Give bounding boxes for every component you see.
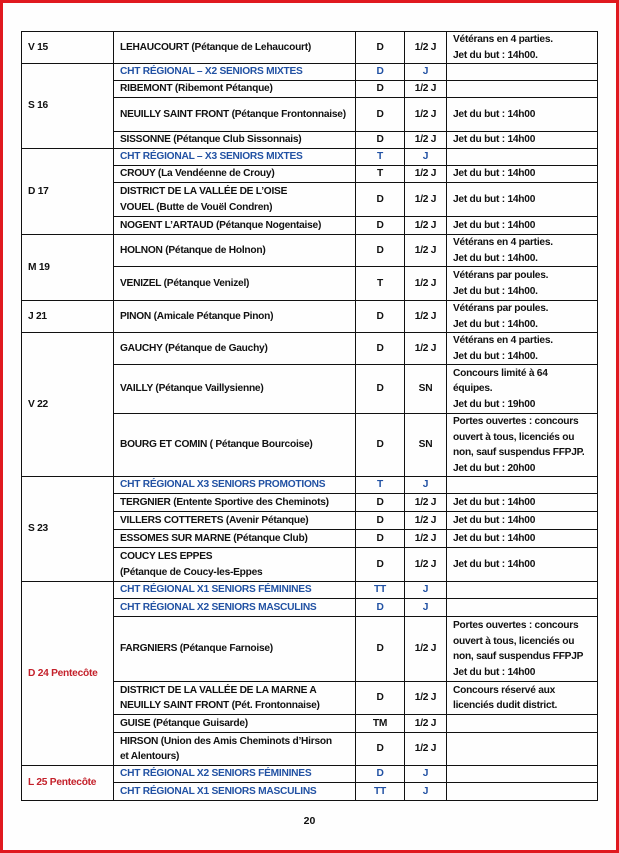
duration-cell: SN [405, 414, 447, 477]
duration-cell: 1/2 J [405, 166, 447, 183]
note-line: équipes. [453, 383, 493, 395]
notes-cell [447, 477, 598, 494]
duration-cell: 1/2 J [405, 617, 447, 682]
notes-cell [447, 512, 598, 530]
category-cell: D [356, 183, 405, 217]
note-line: licenciés dudit district. [453, 700, 558, 711]
date-cell: L 25 Pentecôte [22, 766, 114, 801]
event-cell: LEHAUCOURT (Pétanque de Lehaucourt) [114, 32, 356, 64]
page-number: 20 [303, 815, 316, 827]
category-cell: D [356, 494, 405, 512]
duration-cell: 1/2 J [405, 715, 447, 733]
category-cell: D [356, 512, 405, 530]
event-cell: FARGNIERS (Pétanque Farnoise) [114, 617, 356, 682]
duration-cell: J [405, 599, 447, 617]
duration-cell: 1/2 J [405, 682, 447, 715]
duration-cell: J [405, 149, 447, 166]
category-cell: T [356, 149, 405, 166]
event-cell: BOURG ET COMIN ( Pétanque Bourcoise) [114, 414, 356, 477]
notes-cell [447, 715, 598, 733]
event-cell: ESSOMES SUR MARNE (Pétanque Club) [114, 530, 356, 548]
notes-cell [447, 599, 598, 617]
duration-cell: 1/2 J [405, 235, 447, 267]
notes-cell [447, 81, 598, 98]
duration-cell: J [405, 477, 447, 494]
event-line: et Alentours) [120, 751, 180, 762]
event-cell: VENIZEL (Pétanque Venizel) [114, 267, 356, 301]
note-line: Jet du but : 19h00 [453, 398, 536, 410]
event-cell: VAILLY (Pétanque Vaillysienne) [114, 365, 356, 414]
schedule-table [21, 31, 598, 801]
event-cell: CHT RÉGIONAL X2 SENIORS MASCULINS [114, 599, 356, 617]
duration-cell: 1/2 J [405, 301, 447, 333]
table-row [22, 333, 598, 365]
notes-cell [447, 530, 598, 548]
notes-cell [447, 617, 598, 682]
notes-cell [447, 365, 598, 414]
note-line: Jet du but : 14h00 [453, 193, 536, 205]
event-line: (Pétanque de Coucy-les-Eppes [120, 566, 263, 578]
notes-cell [447, 414, 598, 477]
notes-cell [447, 149, 598, 166]
category-cell: TT [356, 582, 405, 599]
date-cell: V 15 [22, 32, 114, 64]
event-cell: CHT RÉGIONAL X2 SENIORS FÉMININES [114, 766, 356, 783]
date-cell: S 23 [22, 477, 114, 582]
event-line: COUCY LES EPPES [120, 551, 213, 562]
note-line: ouvert à tous, licenciés ou [453, 431, 575, 443]
event-cell: NOGENT L’ARTAUD (Pétanque Nogentaise) [114, 217, 356, 235]
category-cell: D [356, 682, 405, 715]
note-line: Jet du but : 14h00 [453, 558, 536, 570]
note-line: Jet du but : 14h00 [453, 666, 536, 678]
category-cell: D [356, 132, 405, 149]
date-cell: D 24 Pentecôte [22, 582, 114, 766]
table-row [22, 582, 598, 599]
event-cell: PINON (Amicale Pétanque Pinon) [114, 301, 356, 333]
notes-cell [447, 183, 598, 217]
event-line: HIRSON (Union des Amis Cheminots d’Hirson [120, 735, 332, 747]
category-cell: D [356, 617, 405, 682]
event-cell: CHT RÉGIONAL X1 SENIORS FÉMININES [114, 582, 356, 599]
note-line: Portes ouvertes : concours [453, 620, 579, 631]
duration-cell: 1/2 J [405, 98, 447, 132]
category-cell: D [356, 217, 405, 235]
category-cell: TM [356, 715, 405, 733]
event-cell: CROUY (La Vendéenne de Crouy) [114, 166, 356, 183]
note-line: Jet du but : 14h00. [453, 252, 538, 264]
duration-cell: 1/2 J [405, 512, 447, 530]
event-cell: CHT RÉGIONAL X1 SENIORS MASCULINS [114, 783, 356, 801]
table-row [22, 32, 598, 64]
date-cell: V 22 [22, 333, 114, 477]
duration-cell: 1/2 J [405, 530, 447, 548]
category-cell: D [356, 414, 405, 477]
duration-cell: 1/2 J [405, 217, 447, 235]
category-cell: D [356, 98, 405, 132]
event-cell: RIBEMONT (Ribemont Pétanque) [114, 81, 356, 98]
category-cell: T [356, 267, 405, 301]
category-cell: D [356, 333, 405, 365]
event-cell: CHT RÉGIONAL – X3 SENIORS MIXTES [114, 149, 356, 166]
event-cell: CHT RÉGIONAL – X2 SENIORS MIXTES [114, 64, 356, 81]
note-line: Jet du but : 14h00. [453, 285, 538, 297]
notes-cell [447, 494, 598, 512]
note-line: Concours réservé aux [453, 684, 556, 696]
category-cell: D [356, 530, 405, 548]
event-line: NEUILLY SAINT FRONT (Pét. Frontonnaise) [120, 700, 320, 711]
table-row [22, 149, 598, 166]
notes-cell [447, 301, 598, 333]
note-line: Concours limité à 64 [453, 367, 548, 379]
notes-cell [447, 64, 598, 81]
duration-cell: 1/2 J [405, 81, 447, 98]
notes-cell [447, 733, 598, 766]
category-cell: D [356, 599, 405, 617]
event-cell: VILLERS COTTERETS (Avenir Pétanque) [114, 512, 356, 530]
duration-cell: SN [405, 365, 447, 414]
table-row [22, 477, 598, 494]
table-row [22, 301, 598, 333]
table-row [22, 64, 598, 81]
category-cell: T [356, 166, 405, 183]
duration-cell: 1/2 J [405, 32, 447, 64]
date-cell: J 21 [22, 301, 114, 333]
event-cell: CHT RÉGIONAL X3 SENIORS PROMOTIONS [114, 477, 356, 494]
category-cell: D [356, 235, 405, 267]
category-cell: D [356, 64, 405, 81]
note-line: Jet du but : 14h00 [453, 514, 536, 526]
table-row [22, 766, 598, 783]
category-cell: D [356, 81, 405, 98]
note-line: ouvert à tous, licenciés ou [453, 635, 575, 647]
notes-cell [447, 166, 598, 183]
duration-cell: 1/2 J [405, 267, 447, 301]
note-line: Jet du but : 14h00 [453, 532, 536, 544]
event-cell: GUISE (Pétanque Guisarde) [114, 715, 356, 733]
category-cell: D [356, 733, 405, 766]
event-cell: SISSONNE (Pétanque Club Sissonnais) [114, 132, 356, 149]
notes-cell [447, 333, 598, 365]
notes-cell [447, 32, 598, 64]
note-line: non, sauf suspendus FFPJP. [453, 447, 585, 458]
note-line: Jet du but : 14h00 [453, 134, 536, 146]
event-cell [114, 682, 356, 715]
duration-cell: 1/2 J [405, 733, 447, 766]
duration-cell: 1/2 J [405, 494, 447, 512]
duration-cell: 1/2 J [405, 333, 447, 365]
duration-cell: J [405, 582, 447, 599]
duration-cell: 1/2 J [405, 132, 447, 149]
category-cell: D [356, 365, 405, 414]
event-cell [114, 548, 356, 582]
event-cell [114, 733, 356, 766]
note-line: Jet du but : 14h00 [453, 168, 536, 180]
note-line: Vétérans en 4 parties. [453, 34, 553, 45]
note-line: Vétérans par poules. [453, 303, 549, 314]
schedule-body [22, 32, 598, 801]
duration-cell: 1/2 J [405, 183, 447, 217]
category-cell: D [356, 32, 405, 64]
note-line: Vétérans en 4 parties. [453, 335, 553, 346]
note-line: Jet du but : 14h00 [453, 108, 536, 120]
event-cell: TERGNIER (Entente Sportive des Cheminots) [114, 494, 356, 512]
duration-cell: 1/2 J [405, 548, 447, 582]
note-line: Jet du but : 14h00 [453, 496, 536, 508]
note-line: Vétérans par poules. [453, 270, 549, 281]
note-line: Portes ouvertes : concours [453, 416, 579, 427]
notes-cell [447, 235, 598, 267]
note-line: Jet du but : 14h00 [453, 219, 536, 231]
event-cell: GAUCHY (Pétanque de Gauchy) [114, 333, 356, 365]
category-cell: D [356, 766, 405, 783]
category-cell: D [356, 548, 405, 582]
notes-cell [447, 582, 598, 599]
event-cell: NEUILLY SAINT FRONT (Pétanque Frontonnaise) [114, 98, 356, 132]
duration-cell: J [405, 766, 447, 783]
category-cell: D [356, 301, 405, 333]
category-cell: T [356, 477, 405, 494]
note-line: Jet du but : 14h00. [453, 49, 538, 61]
date-cell: D 17 [22, 149, 114, 235]
event-line: DISTRICT DE LA VALLÉE DE LA MARNE A [120, 684, 317, 696]
note-line: Jet du but : 14h00. [453, 318, 538, 330]
event-line: VOUEL (Butte de Vouël Condren) [120, 201, 273, 213]
event-line: DISTRICT DE LA VALLÉE DE L’OISE [120, 186, 288, 197]
duration-cell: J [405, 64, 447, 81]
notes-cell [447, 682, 598, 715]
notes-cell [447, 217, 598, 235]
date-cell: S 16 [22, 64, 114, 149]
event-cell: HOLNON (Pétanque de Holnon) [114, 235, 356, 267]
note-line: Jet du but : 20h00 [453, 462, 536, 474]
notes-cell [447, 98, 598, 132]
notes-cell [447, 132, 598, 149]
notes-cell [447, 783, 598, 801]
duration-cell: J [405, 783, 447, 801]
event-cell [114, 183, 356, 217]
note-line: Vétérans en 4 parties. [453, 237, 553, 248]
table-row [22, 235, 598, 267]
date-cell: M 19 [22, 235, 114, 301]
notes-cell [447, 267, 598, 301]
note-line: Jet du but : 14h00. [453, 350, 538, 362]
note-line: non, sauf suspendus FFPJP [453, 651, 584, 662]
notes-cell [447, 766, 598, 783]
category-cell: TT [356, 783, 405, 801]
notes-cell [447, 548, 598, 582]
